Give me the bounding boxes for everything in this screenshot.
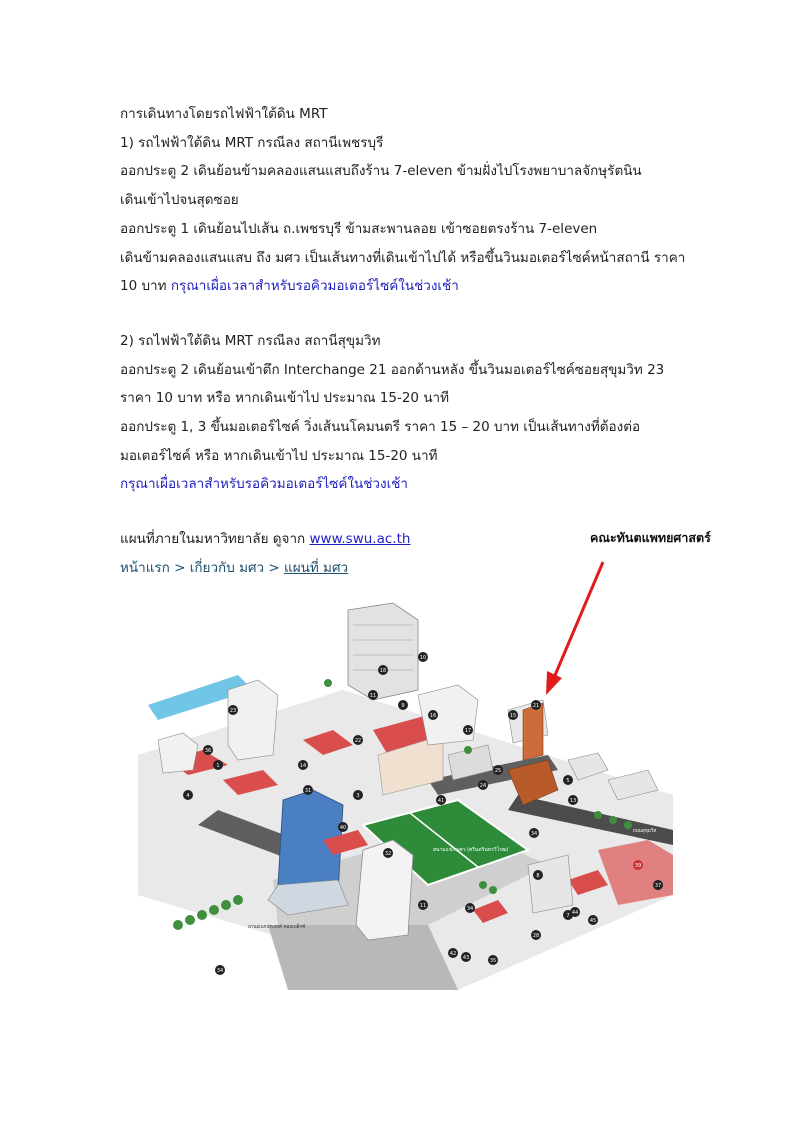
route-1-subheading: 1) รถไฟฟ้าใต้ดิน MRT กรณีลง สถานีเพชรบุรี <box>120 134 384 151</box>
route-1-line: ออกประตู 2 เดินย้อนข้ามคลองแสนแสบถึงร้าน 7-eleven ข้ามฝั่งไปโรงพยาบาลจักษุรัตนิน <box>120 163 642 180</box>
document-body <box>120 100 720 583</box>
map-marker: 7 <box>566 913 570 919</box>
field-label: สนามแข่ง มศว (ศรีนครินทรวิโรฒ) <box>433 847 509 853</box>
section-heading: การเดินทางโดยรถไฟฟ้าใต้ดิน MRT <box>120 106 328 122</box>
route-1-price-line <box>120 272 720 301</box>
map-marker: 42 <box>449 951 457 957</box>
map-marker: 5 <box>566 778 570 784</box>
map-marker: 44 <box>571 910 579 916</box>
route-1-note: กรุณาเผื่อเวลาสำหรับรอคิวมอเตอร์ไซค์ในช่วงเช้า <box>170 278 459 295</box>
map-marker: 21 <box>532 703 540 709</box>
map-marker: 40 <box>339 825 347 831</box>
route-2-subheading: 2) รถไฟฟ้าใต้ดิน MRT กรณีลง สถานีสุขุมวิท <box>120 332 381 349</box>
map-marker: 36 <box>204 748 212 754</box>
route-2-line: ออกประตู 2 เดินย้อนเข้าตึก Interchange 21 ออกด้านหลัง ขึ้นวินมอเตอร์ไซค์ซอยสุขุมวิท 23 <box>120 361 665 378</box>
map-marker: 34 <box>530 831 538 837</box>
map-marker: 3 <box>356 793 360 799</box>
route-2-line: มอเตอร์ไซค์ หรือ หากเดินเข้าไป ประมาณ 15-20 นาที <box>120 447 438 464</box>
map-marker: 22 <box>354 738 362 744</box>
map-marker: 11 <box>369 693 377 699</box>
map-marker: 4 <box>186 793 190 799</box>
map-marker: 25 <box>494 768 502 774</box>
map-marker: 10 <box>419 655 427 661</box>
map-marker: 17 <box>464 728 472 734</box>
campus-map-image <box>128 595 673 990</box>
breadcrumb <box>120 554 720 583</box>
dentistry-faculty-callout: คณะทันตแพทยศาสตร์ <box>590 530 711 545</box>
route-1-price: 10 บาท <box>120 278 171 295</box>
map-marker: 1 <box>216 763 220 769</box>
route-1-line: ออกประตู 1 เดินย้อนไปเส้น ถ.เพชรบุรี ข้ามสะพานลอย เข้าซอยตรงร้าน 7-eleven <box>120 220 598 237</box>
map-intro-text: แผนที่ภายในมหาวิทยาลัย ดูจาก <box>120 531 310 548</box>
map-marker: 18 <box>379 668 387 674</box>
route-1-line: เดินเข้าไปจนสุดซอย <box>120 192 239 209</box>
swu-website-link[interactable]: www.swu.ac.th <box>309 531 411 548</box>
breadcrumb-separator: > <box>169 559 190 576</box>
map-marker: 8 <box>536 873 540 879</box>
map-marker: 13 <box>569 798 577 804</box>
map-marker: 41 <box>437 798 445 804</box>
map-marker: 35 <box>489 958 497 964</box>
map-marker: 32 <box>384 851 392 857</box>
map-marker: 9 <box>401 703 405 709</box>
map-marker: 14 <box>299 763 307 769</box>
map-marker: 31 <box>304 788 312 794</box>
map-marker: 24 <box>479 783 487 789</box>
road-label: ถนนสุขุมวิท <box>633 829 657 834</box>
route-2-line: ออกประตู 1, 3 ขึ้นมอเตอร์ไซค์ วิ่งเส้นนโคมนตรี ราคา 15 – 20 บาท เป็นเส้นทางที่ต้องต่อ <box>120 419 641 436</box>
map-marker: 37 <box>654 883 662 889</box>
route-2-note: กรุณาเผื่อเวลาสำหรับรอคิวมอเตอร์ไซค์ในช่วงเช้า <box>120 476 408 493</box>
map-marker: 28 <box>532 933 540 939</box>
plaza-label: ลานอเนกประสงค์ คอมเพล็กซ์ <box>248 925 306 930</box>
map-marker: 34 <box>466 906 474 912</box>
map-marker: 39 <box>634 863 642 869</box>
map-marker: 11 <box>419 903 427 909</box>
map-marker: 15 <box>509 713 517 719</box>
breadcrumb-map-link[interactable]: แผนที่ มศว <box>284 559 349 576</box>
breadcrumb-home[interactable]: หน้าแรก <box>120 559 170 576</box>
map-marker: 23 <box>229 708 237 714</box>
map-marker: 45 <box>589 918 597 924</box>
route-1-line: เดินข้ามคลองแสนแสบ ถึง มศว เป็นเส้นทางที่เดินเข้าไปได้ หรือขึ้นวินมอเตอร์ไซค์หน้าสถานี ราคา <box>120 249 686 266</box>
route-2-line: ราคา 10 บาท หรือ หากเดินเข้าไป ประมาณ 15-20 นาที <box>120 390 450 407</box>
map-marker: 43 <box>462 955 470 961</box>
breadcrumb-about[interactable]: เกี่ยวกับ มศว <box>189 559 265 576</box>
map-marker: 34 <box>216 968 224 974</box>
breadcrumb-separator: > <box>264 559 285 576</box>
map-marker: 16 <box>429 713 437 719</box>
